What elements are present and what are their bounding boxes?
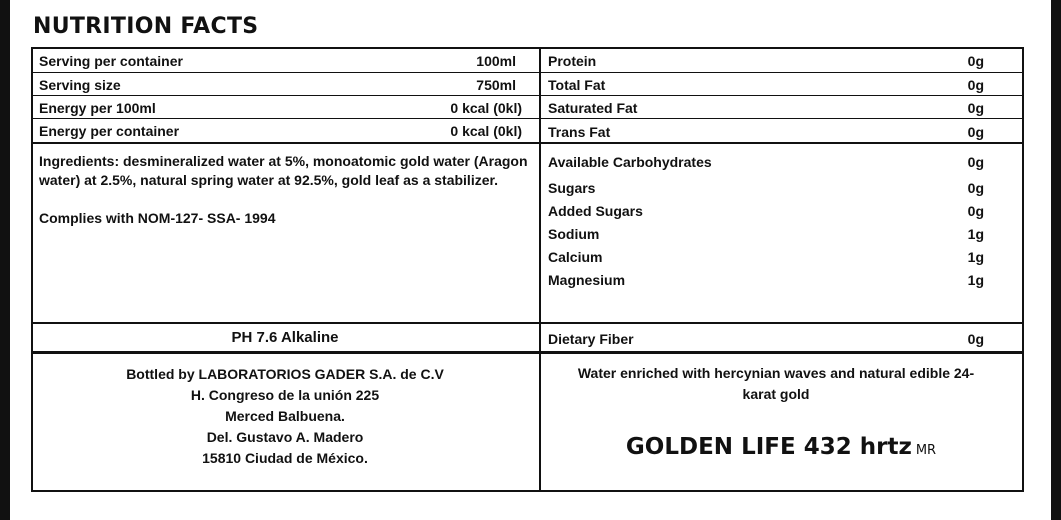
bottler-line: Merced Balbuena. xyxy=(225,408,345,424)
energy-per-100ml-value: 0 kcal (0kl) xyxy=(450,100,522,116)
column-divider xyxy=(539,47,541,353)
brand-name-text: GOLDEN LIFE 432 hrtz xyxy=(625,434,912,460)
total-fat-value: 0g xyxy=(967,77,984,93)
brand-name xyxy=(541,434,1021,460)
row-divider xyxy=(31,322,1024,324)
row-divider xyxy=(31,72,1024,73)
saturated-fat-value: 0g xyxy=(967,100,984,116)
compliance-text: Complies with NOM-127- SSA- 1994 xyxy=(39,210,276,226)
row-divider xyxy=(31,118,1024,119)
bottler-line: Bottled by LABORATORIOS GADER S.A. de C.V xyxy=(126,366,444,382)
tagline-text: Water enriched with hercynian waves and natural edible 24-karat gold xyxy=(577,365,975,402)
energy-per-container-value: 0 kcal (0kl) xyxy=(450,123,522,139)
available-carbohydrates-value: 0g xyxy=(967,154,984,170)
trans-fat-label: Trans Fat xyxy=(548,124,611,140)
top-table xyxy=(31,47,1024,353)
serving-per-container-value: 100ml xyxy=(476,53,516,69)
serving-size-value: 750ml xyxy=(476,77,516,93)
calcium-value: 1g xyxy=(967,249,984,265)
row-divider xyxy=(31,95,1024,96)
energy-per-container-label: Energy per container xyxy=(39,123,180,139)
ingredients-text: Ingredients: desmineralized water at 5%, monoatomic gold water (Aragon water) at 2.5%, natural spring water at 92.5%, gold leaf as a stabilizer. xyxy=(39,153,528,188)
row-divider xyxy=(31,142,1024,144)
saturated-fat-label: Saturated Fat xyxy=(548,100,638,116)
right-frame-bar xyxy=(1051,0,1061,520)
sodium-value: 1g xyxy=(967,226,984,242)
available-carbohydrates-label: Available Carbohydrates xyxy=(548,154,712,170)
serving-per-container-label: Serving per container xyxy=(39,53,183,69)
calcium-label: Calcium xyxy=(548,249,603,265)
left-frame-bar xyxy=(0,0,10,520)
magnesium-label: Magnesium xyxy=(548,272,626,288)
ph-alkaline-text: PH 7.6 Alkaline xyxy=(231,329,339,346)
protein-value: 0g xyxy=(967,53,984,69)
sugars-value: 0g xyxy=(967,180,984,196)
trademark-mark: MR xyxy=(915,443,937,458)
dietary-fiber-value: 0g xyxy=(967,331,984,347)
sodium-label: Sodium xyxy=(548,226,600,242)
magnesium-value: 1g xyxy=(967,272,984,288)
nutrition-facts-title: NUTRITION FACTS xyxy=(33,14,259,39)
trans-fat-value: 0g xyxy=(967,124,984,140)
energy-per-100ml-label: Energy per 100ml xyxy=(39,100,156,116)
added-sugars-label: Added Sugars xyxy=(548,203,643,219)
bottler-address xyxy=(31,364,539,469)
protein-label: Protein xyxy=(548,53,597,69)
column-divider xyxy=(539,352,541,492)
added-sugars-value: 0g xyxy=(967,203,984,219)
sugars-label: Sugars xyxy=(548,180,596,196)
bottler-line: 15810 Ciudad de México. xyxy=(202,450,368,466)
bottler-line: H. Congreso de la unión 225 xyxy=(190,387,380,403)
dietary-fiber-label: Dietary Fiber xyxy=(548,331,634,347)
total-fat-label: Total Fat xyxy=(548,77,606,93)
serving-size-label: Serving size xyxy=(39,77,121,93)
bottler-line: Del. Gustavo A. Madero xyxy=(206,429,364,445)
